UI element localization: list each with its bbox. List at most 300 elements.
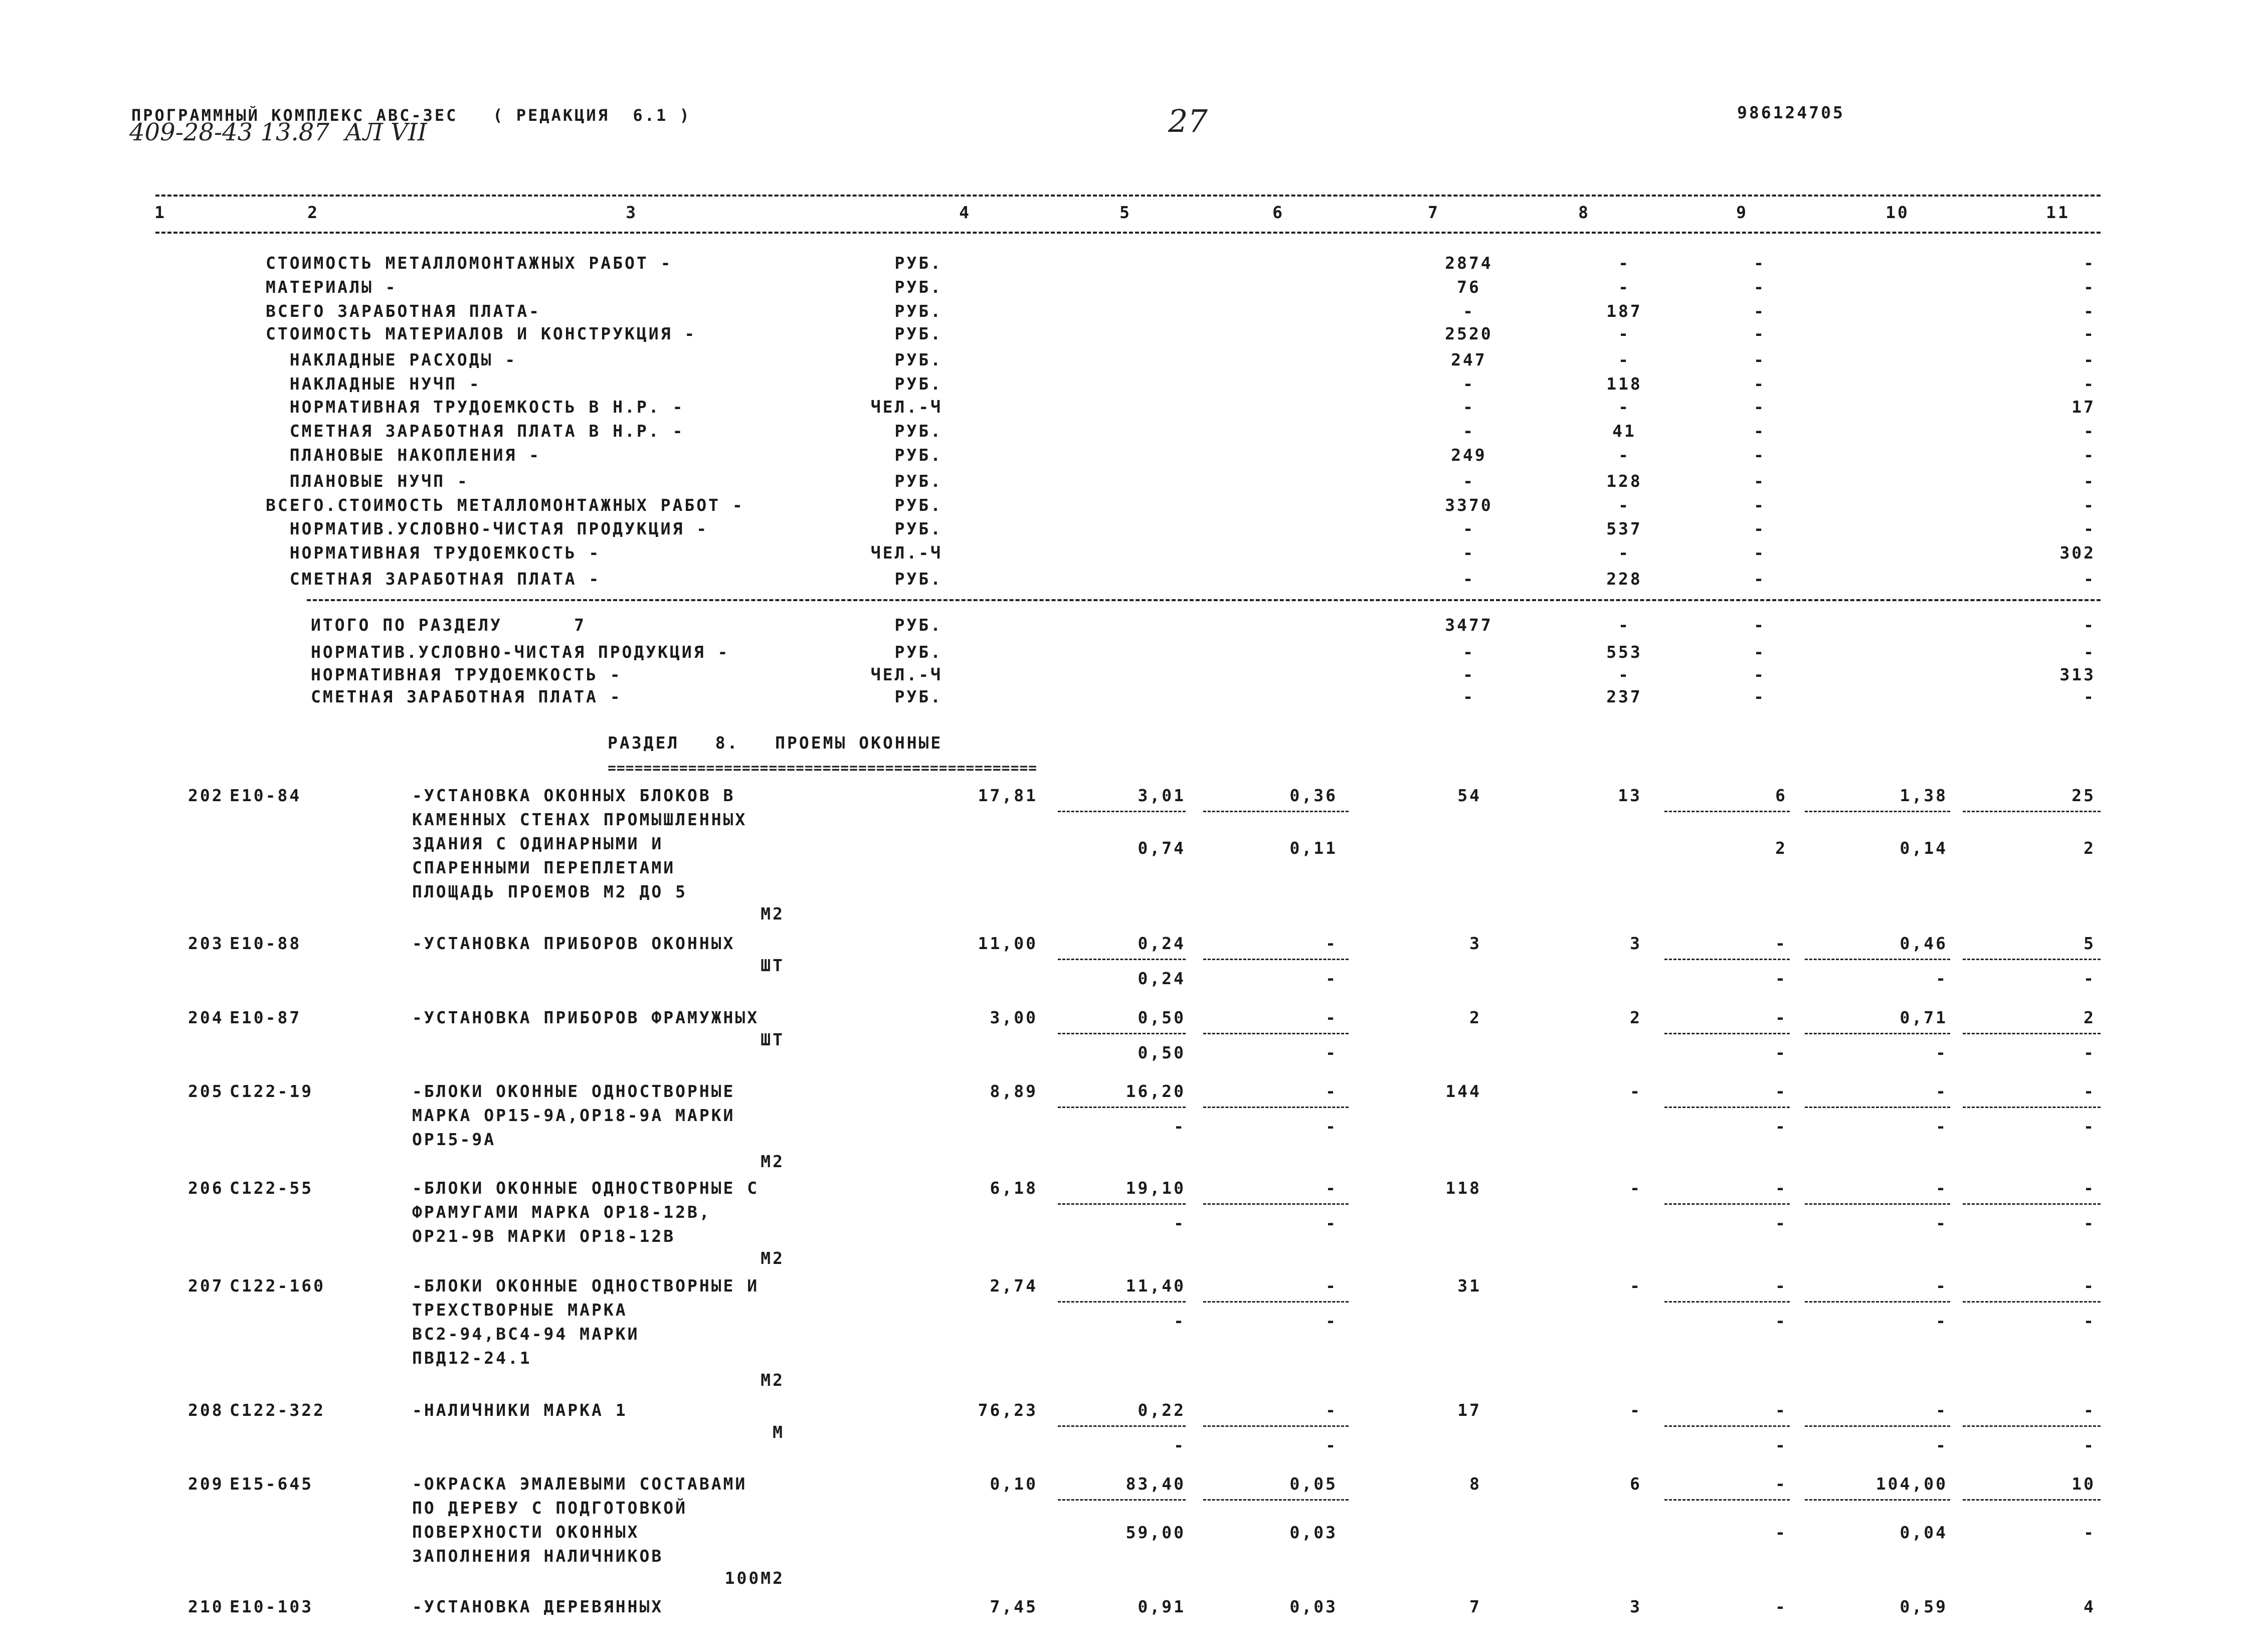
sub-rule bbox=[1805, 1425, 1950, 1427]
sub-rule bbox=[1963, 1301, 2101, 1303]
item-col6: - bbox=[1326, 934, 1338, 953]
summary-label: ВСЕГО.СТОИМОСТЬ МЕТАЛЛОМОНТАЖНЫХ РАБОТ - bbox=[266, 495, 744, 515]
item-col11: - bbox=[2084, 1081, 2096, 1101]
summary-col7: - bbox=[1463, 471, 1475, 491]
sub-rule bbox=[1664, 1499, 1790, 1501]
item-col11: 25 bbox=[2071, 786, 2096, 805]
summary-col8: 187 bbox=[1606, 301, 1642, 321]
total-col8: 553 bbox=[1606, 642, 1642, 662]
item-description: СПАРЕННЫМИ ПЕРЕПЛЕТАМИ bbox=[412, 858, 676, 877]
item-description: -НАЛИЧНИКИ МАРКА 1 bbox=[412, 1400, 628, 1420]
item-number: 208 bbox=[188, 1400, 224, 1420]
item-col6: 0,36 bbox=[1289, 786, 1338, 805]
item-col4: 6,18 bbox=[990, 1178, 1038, 1198]
item-col4: 7,45 bbox=[990, 1597, 1038, 1616]
total-label: НОРМАТИВНАЯ ТРУДОЕМКОСТЬ - bbox=[311, 665, 622, 684]
column-number: 6 bbox=[1272, 203, 1284, 222]
item-description: ОР15-9А bbox=[412, 1130, 496, 1149]
summary-label: НОРМАТИВНАЯ ТРУДОЕМКОСТЬ В Н.Р. - bbox=[266, 397, 685, 417]
column-number: 7 bbox=[1428, 203, 1440, 222]
sub-rule bbox=[1664, 1301, 1790, 1303]
summary-label: МАТЕРИАЛЫ - bbox=[266, 277, 398, 297]
item-number: 210 bbox=[188, 1597, 224, 1616]
summary-col9: - bbox=[1754, 543, 1766, 563]
item-col10: 0,71 bbox=[1900, 1008, 1948, 1027]
item-description: -БЛОКИ ОКОННЫЕ ОДНОСТВОРНЫЕ С bbox=[412, 1178, 760, 1198]
total-col7: - bbox=[1463, 642, 1475, 662]
item-sub-col10: - bbox=[1936, 1311, 1948, 1331]
item-unit: ШТ bbox=[761, 1030, 785, 1049]
summary-col8: - bbox=[1618, 253, 1630, 273]
item-code: С122-160 bbox=[230, 1276, 325, 1296]
summary-unit: РУБ. bbox=[894, 421, 942, 441]
item-col11: 5 bbox=[2084, 934, 2096, 953]
item-sub-col11: - bbox=[2084, 1435, 2096, 1455]
summary-col8: - bbox=[1618, 350, 1630, 370]
total-col9: - bbox=[1754, 642, 1766, 662]
item-code: С122-322 bbox=[230, 1400, 325, 1420]
item-number: 207 bbox=[188, 1276, 224, 1296]
item-col7: 8 bbox=[1469, 1474, 1481, 1494]
summary-col7: 2874 bbox=[1445, 253, 1493, 273]
summary-col8: - bbox=[1618, 324, 1630, 343]
total-col11: - bbox=[2084, 642, 2096, 662]
item-sub-col11: - bbox=[2084, 1213, 2096, 1233]
total-col9: - bbox=[1754, 687, 1766, 706]
sub-rule bbox=[1203, 1203, 1349, 1205]
item-sub-col5: - bbox=[1174, 1311, 1186, 1331]
section-title: РАЗДЕЛ 8. ПРОЕМЫ ОКОННЫЕ bbox=[608, 733, 943, 753]
total-col9: - bbox=[1754, 615, 1766, 635]
item-sub-col10: - bbox=[1936, 1117, 1948, 1136]
sub-rule bbox=[1203, 1033, 1349, 1034]
summary-divider bbox=[307, 599, 2101, 601]
summary-label: СМЕТНАЯ ЗАРАБОТНАЯ ПЛАТА В Н.Р. - bbox=[266, 421, 685, 441]
item-col7: 118 bbox=[1445, 1178, 1481, 1198]
summary-col9: - bbox=[1754, 495, 1766, 515]
item-col7: 2 bbox=[1469, 1008, 1481, 1027]
summary-col7: 249 bbox=[1451, 445, 1487, 465]
item-unit: 100М2 bbox=[724, 1568, 785, 1588]
summary-col8: 41 bbox=[1612, 421, 1636, 441]
item-col9: - bbox=[1775, 1597, 1787, 1616]
item-sub-col6: - bbox=[1326, 969, 1338, 988]
total-col8: - bbox=[1618, 665, 1630, 684]
sub-rule bbox=[1805, 1107, 1950, 1108]
item-col10: - bbox=[1936, 1400, 1948, 1420]
item-col4: 17,81 bbox=[978, 786, 1038, 805]
sub-rule bbox=[1058, 1107, 1186, 1108]
sub-rule bbox=[1058, 1301, 1186, 1303]
sub-rule bbox=[1058, 1499, 1186, 1501]
item-code: Е10-87 bbox=[230, 1008, 302, 1027]
summary-col9: - bbox=[1754, 421, 1766, 441]
summary-col7: - bbox=[1463, 301, 1475, 321]
item-sub-col11: 2 bbox=[2084, 838, 2096, 858]
total-label: СМЕТНАЯ ЗАРАБОТНАЯ ПЛАТА - bbox=[311, 687, 622, 706]
item-sub-col9: 2 bbox=[1775, 838, 1787, 858]
sub-rule bbox=[1203, 959, 1349, 960]
item-sub-col11: - bbox=[2084, 1523, 2096, 1542]
item-sub-col5: 0,74 bbox=[1138, 838, 1186, 858]
item-col9: - bbox=[1775, 934, 1787, 953]
item-col9: - bbox=[1775, 1474, 1787, 1494]
item-sub-col5: - bbox=[1174, 1117, 1186, 1136]
item-description: ВС2-94,ВС4-94 МАРКИ bbox=[412, 1324, 640, 1344]
summary-col8: - bbox=[1618, 495, 1630, 515]
column-number: 3 bbox=[626, 203, 638, 222]
item-code: Е10-84 bbox=[230, 786, 302, 805]
summary-col11: - bbox=[2084, 324, 2096, 343]
summary-col9: - bbox=[1754, 301, 1766, 321]
item-sub-col6: 0,03 bbox=[1289, 1523, 1338, 1542]
item-description: ФРАМУГАМИ МАРКА ОР18-12В, bbox=[412, 1202, 711, 1222]
total-unit: РУБ. bbox=[894, 687, 942, 706]
item-col9: - bbox=[1775, 1008, 1787, 1027]
item-description: -БЛОКИ ОКОННЫЕ ОДНОСТВОРНЫЕ bbox=[412, 1081, 735, 1101]
summary-col11: - bbox=[2084, 445, 2096, 465]
summary-col7: 247 bbox=[1451, 350, 1487, 370]
column-number: 2 bbox=[307, 203, 319, 222]
summary-unit: РУБ. bbox=[894, 471, 942, 491]
item-col10: 0,46 bbox=[1900, 934, 1948, 953]
item-sub-col11: - bbox=[2084, 1043, 2096, 1062]
item-col11: 4 bbox=[2084, 1597, 2096, 1616]
summary-col7: 2520 bbox=[1445, 324, 1493, 343]
handwritten-reference: 409-28-43 13.87 АЛ VII bbox=[129, 118, 427, 146]
item-col4: 76,23 bbox=[978, 1400, 1038, 1420]
summary-unit: РУБ. bbox=[894, 277, 942, 297]
item-col9: - bbox=[1775, 1081, 1787, 1101]
item-col6: - bbox=[1326, 1400, 1338, 1420]
sub-rule bbox=[1963, 811, 2101, 812]
total-col11: - bbox=[2084, 615, 2096, 635]
item-sub-col10: - bbox=[1936, 1213, 1948, 1233]
summary-label: ПЛАНОВЫЕ НУЧП - bbox=[266, 471, 469, 491]
summary-col7: 3370 bbox=[1445, 495, 1493, 515]
item-col4: 3,00 bbox=[990, 1008, 1038, 1027]
summary-unit: РУБ. bbox=[894, 495, 942, 515]
item-col8: 3 bbox=[1630, 934, 1642, 953]
item-sub-col9: - bbox=[1775, 1311, 1787, 1331]
summary-col8: 118 bbox=[1606, 374, 1642, 394]
sub-rule bbox=[1805, 1301, 1950, 1303]
total-col7: - bbox=[1463, 665, 1475, 684]
total-col7: 3477 bbox=[1445, 615, 1493, 635]
item-code: Е15-645 bbox=[230, 1474, 314, 1494]
item-sub-col10: 0,14 bbox=[1900, 838, 1948, 858]
item-number: 204 bbox=[188, 1008, 224, 1027]
summary-label: НОРМАТИВ.УСЛОВНО-ЧИСТАЯ ПРОДУКЦИЯ - bbox=[266, 519, 709, 538]
summary-col8: 128 bbox=[1606, 471, 1642, 491]
item-description: ТРЕХСТВОРНЫЕ МАРКА bbox=[412, 1300, 628, 1320]
summary-col9: - bbox=[1754, 471, 1766, 491]
summary-label: СТОИМОСТЬ МАТЕРИАЛОВ И КОНСТРУКЦИЯ - bbox=[266, 324, 697, 343]
item-description: ЗДАНИЯ С ОДИНАРНЫМИ И bbox=[412, 834, 664, 853]
summary-label: СМЕТНАЯ ЗАРАБОТНАЯ ПЛАТА - bbox=[266, 569, 601, 589]
summary-label: ПЛАНОВЫЕ НАКОПЛЕНИЯ - bbox=[266, 445, 541, 465]
item-description: ПОВЕРХНОСТИ ОКОННЫХ bbox=[412, 1522, 640, 1542]
item-description: ПО ДЕРЕВУ С ПОДГОТОВКОЙ bbox=[412, 1498, 687, 1518]
summary-col11: 17 bbox=[2071, 397, 2096, 417]
item-col10: 1,38 bbox=[1900, 786, 1948, 805]
document-code: 986124705 bbox=[1737, 103, 1845, 122]
summary-col11: - bbox=[2084, 471, 2096, 491]
column-number: 5 bbox=[1119, 203, 1132, 222]
summary-col7: - bbox=[1463, 374, 1475, 394]
item-col8: 6 bbox=[1630, 1474, 1642, 1494]
item-col5: 0,50 bbox=[1138, 1008, 1186, 1027]
item-sub-col6: 0,11 bbox=[1289, 838, 1338, 858]
item-description: КАМЕННЫХ СТЕНАХ ПРОМЫШЛЕННЫХ bbox=[412, 810, 747, 829]
sub-rule bbox=[1664, 959, 1790, 960]
total-col11: - bbox=[2084, 687, 2096, 706]
item-description: ЗАПОЛНЕНИЯ НАЛИЧНИКОВ bbox=[412, 1546, 664, 1566]
item-number: 206 bbox=[188, 1178, 224, 1198]
item-col10: - bbox=[1936, 1081, 1948, 1101]
sub-rule bbox=[1963, 959, 2101, 960]
item-col8: - bbox=[1630, 1081, 1642, 1101]
item-col6: - bbox=[1326, 1008, 1338, 1027]
item-col8: 3 bbox=[1630, 1597, 1642, 1616]
item-number: 203 bbox=[188, 934, 224, 953]
total-label: ИТОГО ПО РАЗДЕЛУ 7 bbox=[311, 615, 586, 635]
sub-rule bbox=[1963, 1203, 2101, 1205]
item-col10: - bbox=[1936, 1178, 1948, 1198]
item-sub-col10: - bbox=[1936, 969, 1948, 988]
item-sub-col5: - bbox=[1174, 1435, 1186, 1455]
sub-rule bbox=[1963, 1499, 2101, 1501]
sub-rule bbox=[1963, 1425, 2101, 1427]
summary-col8: 228 bbox=[1606, 569, 1642, 589]
item-col5: 11,40 bbox=[1125, 1276, 1186, 1296]
summary-unit: РУБ. bbox=[894, 253, 942, 273]
summary-label: НАКЛАДНЫЕ РАСХОДЫ - bbox=[266, 350, 517, 370]
sub-rule bbox=[1805, 1033, 1950, 1034]
item-sub-col9: - bbox=[1775, 1435, 1787, 1455]
summary-col11: - bbox=[2084, 301, 2096, 321]
total-col8: 237 bbox=[1606, 687, 1642, 706]
item-sub-col6: - bbox=[1326, 1117, 1338, 1136]
item-unit: М2 bbox=[761, 904, 785, 924]
item-col11: - bbox=[2084, 1276, 2096, 1296]
summary-col11: - bbox=[2084, 569, 2096, 589]
total-unit: РУБ. bbox=[894, 615, 942, 635]
item-col6: - bbox=[1326, 1081, 1338, 1101]
summary-label: НОРМАТИВНАЯ ТРУДОЕМКОСТЬ - bbox=[266, 543, 601, 563]
header-rule-top bbox=[155, 195, 2101, 197]
summary-unit: РУБ. bbox=[894, 301, 942, 321]
item-col10: 0,59 bbox=[1900, 1597, 1948, 1616]
summary-col9: - bbox=[1754, 324, 1766, 343]
item-sub-col6: - bbox=[1326, 1311, 1338, 1331]
item-sub-col6: - bbox=[1326, 1435, 1338, 1455]
item-sub-col5: - bbox=[1174, 1213, 1186, 1233]
item-col4: 11,00 bbox=[978, 934, 1038, 953]
sub-rule bbox=[1963, 1107, 2101, 1108]
item-col5: 16,20 bbox=[1125, 1081, 1186, 1101]
sub-rule bbox=[1203, 811, 1349, 812]
item-sub-col9: - bbox=[1775, 1523, 1787, 1542]
summary-col9: - bbox=[1754, 350, 1766, 370]
summary-col8: - bbox=[1618, 543, 1630, 563]
item-sub-col11: - bbox=[2084, 969, 2096, 988]
column-number: 9 bbox=[1736, 203, 1748, 222]
item-description: -УСТАНОВКА ОКОННЫХ БЛОКОВ В bbox=[412, 786, 735, 805]
summary-col11: - bbox=[2084, 277, 2096, 297]
summary-col11: - bbox=[2084, 421, 2096, 441]
item-unit: М2 bbox=[761, 1248, 785, 1268]
item-sub-col6: - bbox=[1326, 1213, 1338, 1233]
item-col9: - bbox=[1775, 1178, 1787, 1198]
section-underline: ================================================ bbox=[608, 760, 1038, 776]
sub-rule bbox=[1664, 1203, 1790, 1205]
item-description: ПВД12-24.1 bbox=[412, 1348, 532, 1368]
item-sub-col5: 59,00 bbox=[1125, 1523, 1186, 1542]
summary-col8: 537 bbox=[1606, 519, 1642, 538]
summary-col7: - bbox=[1463, 519, 1475, 538]
column-number: 10 bbox=[1886, 203, 1910, 222]
summary-col8: - bbox=[1618, 277, 1630, 297]
page-number: 27 bbox=[1168, 103, 1208, 139]
item-col6: 0,05 bbox=[1289, 1474, 1338, 1494]
summary-col7: - bbox=[1463, 543, 1475, 563]
item-sub-col5: 0,24 bbox=[1138, 969, 1186, 988]
item-col7: 54 bbox=[1457, 786, 1481, 805]
summary-col8: - bbox=[1618, 445, 1630, 465]
item-col5: 19,10 bbox=[1125, 1178, 1186, 1198]
item-sub-col5: 0,50 bbox=[1138, 1043, 1186, 1062]
sub-rule bbox=[1805, 811, 1950, 812]
item-col4: 0,10 bbox=[990, 1474, 1038, 1494]
summary-label: НАКЛАДНЫЕ НУЧП - bbox=[266, 374, 481, 394]
item-col9: - bbox=[1775, 1276, 1787, 1296]
item-col7: 3 bbox=[1469, 934, 1481, 953]
item-description: -УСТАНОВКА ПРИБОРОВ ФРАМУЖНЫХ bbox=[412, 1008, 760, 1027]
summary-col9: - bbox=[1754, 445, 1766, 465]
sub-rule bbox=[1963, 1033, 2101, 1034]
sub-rule bbox=[1203, 1499, 1349, 1501]
sub-rule bbox=[1664, 1033, 1790, 1034]
item-col5: 0,24 bbox=[1138, 934, 1186, 953]
item-col11: 10 bbox=[2071, 1474, 2096, 1494]
summary-col9: - bbox=[1754, 277, 1766, 297]
summary-col9: - bbox=[1754, 519, 1766, 538]
item-number: 202 bbox=[188, 786, 224, 805]
item-col5: 83,40 bbox=[1125, 1474, 1186, 1494]
item-col4: 8,89 bbox=[990, 1081, 1038, 1101]
program-title: ПРОГРАММНЫЙ КОМПЛЕКС АВС-ЗЕС ( РЕДАКЦИЯ 6.1 ) bbox=[131, 106, 691, 125]
sub-rule bbox=[1058, 959, 1186, 960]
summary-col11: - bbox=[2084, 253, 2096, 273]
item-col8: 13 bbox=[1618, 786, 1642, 805]
total-col7: - bbox=[1463, 687, 1475, 706]
column-number: 1 bbox=[154, 203, 166, 222]
item-col11: 2 bbox=[2084, 1008, 2096, 1027]
header-rule-bottom bbox=[155, 232, 2101, 234]
summary-unit: РУБ. bbox=[894, 569, 942, 589]
item-sub-col10: - bbox=[1936, 1435, 1948, 1455]
summary-label: ВСЕГО ЗАРАБОТНАЯ ПЛАТА- bbox=[266, 301, 541, 321]
total-unit: РУБ. bbox=[894, 642, 942, 662]
sub-rule bbox=[1664, 1425, 1790, 1427]
item-description: -БЛОКИ ОКОННЫЕ ОДНОСТВОРНЫЕ И bbox=[412, 1276, 760, 1296]
item-description: МАРКА ОР15-9А,ОР18-9А МАРКИ bbox=[412, 1106, 735, 1125]
column-number: 8 bbox=[1578, 203, 1590, 222]
item-sub-col9: - bbox=[1775, 1117, 1787, 1136]
item-col8: - bbox=[1630, 1400, 1642, 1420]
summary-col9: - bbox=[1754, 569, 1766, 589]
item-sub-col9: - bbox=[1775, 969, 1787, 988]
summary-col11: 302 bbox=[2059, 543, 2096, 563]
summary-unit: РУБ. bbox=[894, 374, 942, 394]
item-description: -ОКРАСКА ЭМАЛЕВЫМИ СОСТАВАМИ bbox=[412, 1474, 747, 1494]
total-label: НОРМАТИВ.УСЛОВНО-ЧИСТАЯ ПРОДУКЦИЯ - bbox=[311, 642, 730, 662]
item-number: 205 bbox=[188, 1081, 224, 1101]
sub-rule bbox=[1203, 1301, 1349, 1303]
summary-unit: РУБ. bbox=[894, 324, 942, 343]
item-col5: 0,22 bbox=[1138, 1400, 1186, 1420]
sub-rule bbox=[1664, 811, 1790, 812]
total-col8: - bbox=[1618, 615, 1630, 635]
item-col7: 7 bbox=[1469, 1597, 1481, 1616]
item-code: Е10-103 bbox=[230, 1597, 314, 1616]
sub-rule bbox=[1805, 959, 1950, 960]
item-col11: - bbox=[2084, 1400, 2096, 1420]
summary-col9: - bbox=[1754, 397, 1766, 417]
summary-label: СТОИМОСТЬ МЕТАЛЛОМОНТАЖНЫХ РАБОТ - bbox=[266, 253, 673, 273]
summary-col11: - bbox=[2084, 519, 2096, 538]
item-description: -УСТАНОВКА ПРИБОРОВ ОКОННЫХ bbox=[412, 934, 735, 953]
item-sub-col10: 0,04 bbox=[1900, 1523, 1948, 1542]
item-number: 209 bbox=[188, 1474, 224, 1494]
summary-col7: - bbox=[1463, 421, 1475, 441]
item-code: С122-55 bbox=[230, 1178, 314, 1198]
item-col10: 104,00 bbox=[1875, 1474, 1948, 1494]
summary-col11: - bbox=[2084, 495, 2096, 515]
item-col6: - bbox=[1326, 1276, 1338, 1296]
summary-col9: - bbox=[1754, 253, 1766, 273]
sub-rule bbox=[1058, 1203, 1186, 1205]
item-col9: 6 bbox=[1775, 786, 1787, 805]
item-col7: 17 bbox=[1457, 1400, 1481, 1420]
summary-unit: РУБ. bbox=[894, 445, 942, 465]
total-col11: 313 bbox=[2059, 665, 2096, 684]
total-col9: - bbox=[1754, 665, 1766, 684]
summary-col8: - bbox=[1618, 397, 1630, 417]
item-col7: 144 bbox=[1445, 1081, 1481, 1101]
item-col11: - bbox=[2084, 1178, 2096, 1198]
column-number: 11 bbox=[2046, 203, 2070, 222]
summary-col7: 76 bbox=[1457, 277, 1481, 297]
summary-col11: - bbox=[2084, 374, 2096, 394]
item-description: -УСТАНОВКА ДЕРЕВЯННЫХ bbox=[412, 1597, 664, 1616]
item-sub-col6: - bbox=[1326, 1043, 1338, 1062]
item-col8: - bbox=[1630, 1178, 1642, 1198]
summary-unit: РУБ. bbox=[894, 519, 942, 538]
sub-rule bbox=[1664, 1107, 1790, 1108]
item-unit: М2 bbox=[761, 1152, 785, 1171]
item-col6: - bbox=[1326, 1178, 1338, 1198]
summary-col7: - bbox=[1463, 569, 1475, 589]
sub-rule bbox=[1203, 1425, 1349, 1427]
summary-unit: ЧЕЛ.-Ч bbox=[870, 543, 942, 563]
sub-rule bbox=[1805, 1499, 1950, 1501]
item-sub-col10: - bbox=[1936, 1043, 1948, 1062]
sub-rule bbox=[1805, 1203, 1950, 1205]
item-col5: 3,01 bbox=[1138, 786, 1186, 805]
item-col9: - bbox=[1775, 1400, 1787, 1420]
